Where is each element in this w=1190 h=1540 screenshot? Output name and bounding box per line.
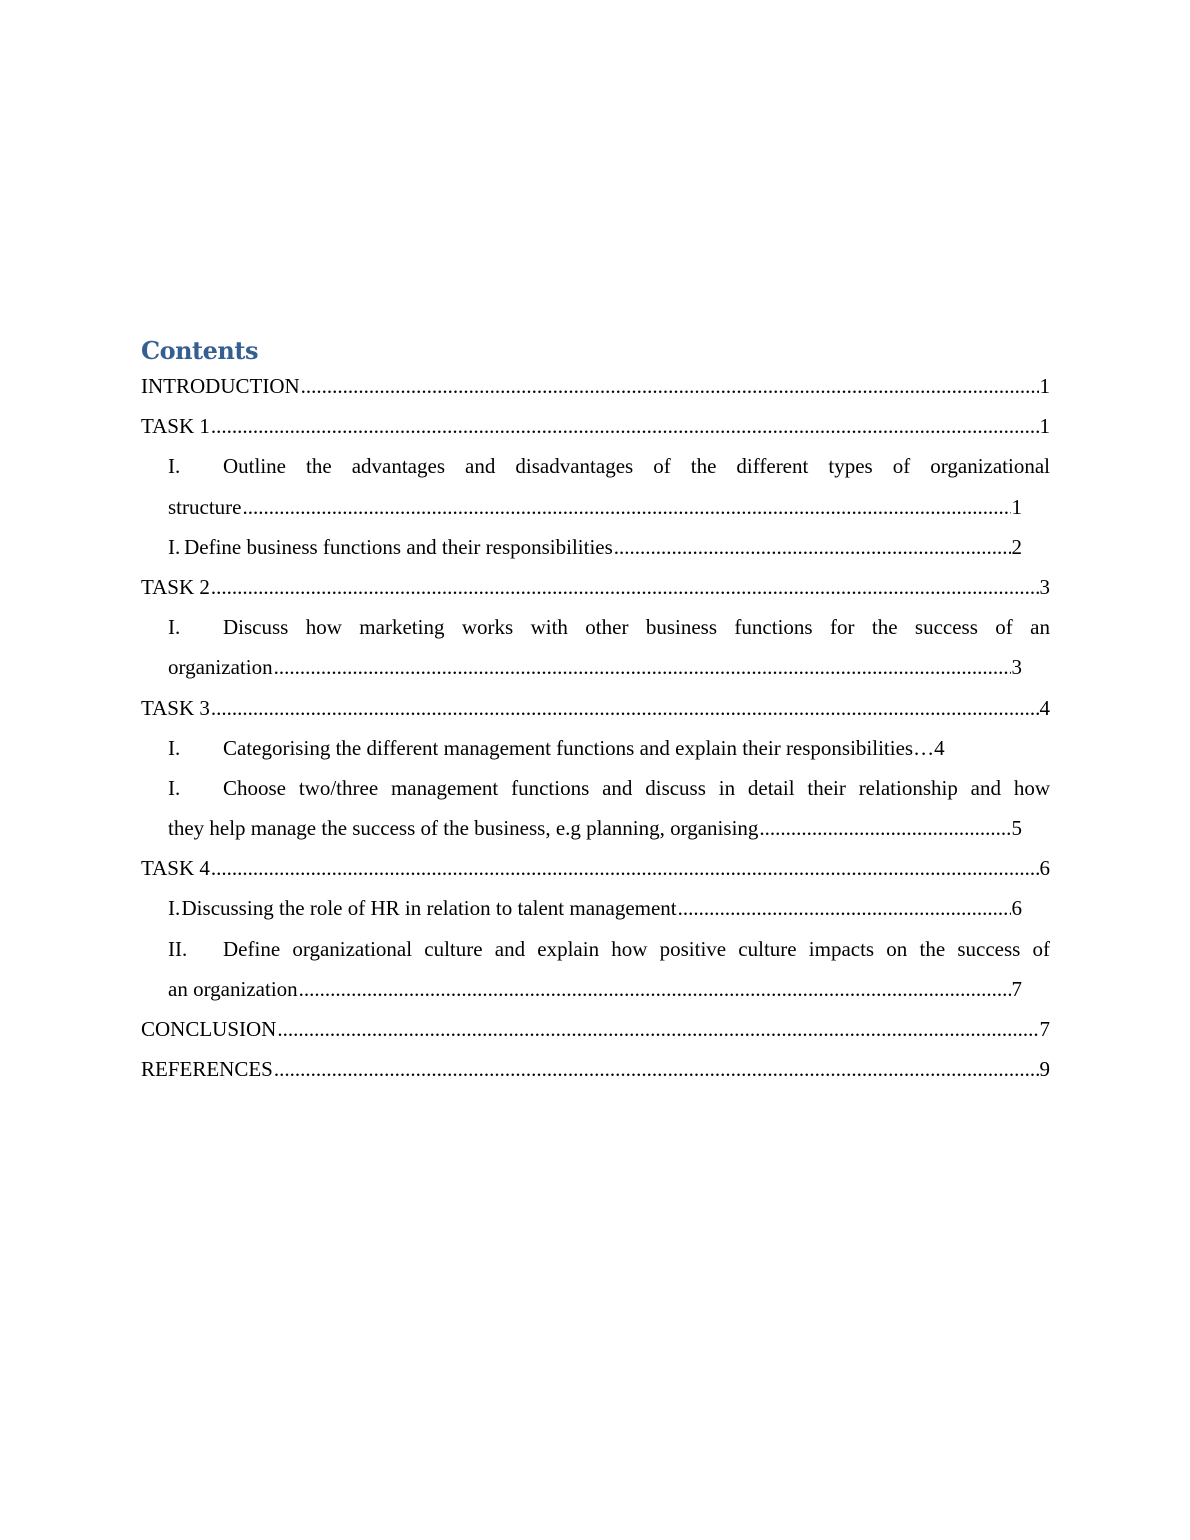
toc-subentry-hr-talent[interactable] bbox=[141, 888, 1022, 928]
toc-numeral: I. bbox=[168, 775, 181, 800]
toc-entry-text: Define organizational culture and explain how positive culture impacts on the success of bbox=[223, 936, 1050, 961]
toc-numeral: II. bbox=[168, 936, 188, 961]
toc-entry-task-1[interactable] bbox=[141, 406, 1050, 446]
toc-entry-conclusion[interactable] bbox=[141, 1009, 1050, 1049]
toc-entry-text: Discussing the role of HR in relation to talent management bbox=[181, 896, 677, 921]
toc-subentry-organizational-structure[interactable] bbox=[141, 446, 1050, 486]
toc-subentry-management-functions[interactable] bbox=[141, 728, 1022, 768]
toc-entry-text: Define business functions and their responsibilities bbox=[184, 534, 613, 559]
dot-leader bbox=[274, 647, 1011, 687]
toc-subentry-continuation[interactable] bbox=[141, 808, 1022, 848]
toc-subentry-continuation[interactable] bbox=[141, 969, 1022, 1009]
toc-entry-text: REFERENCES bbox=[141, 1057, 273, 1082]
toc-page-number: 6 bbox=[1011, 896, 1022, 921]
toc-entry-text: TASK 4 bbox=[141, 856, 210, 881]
toc-subentry-continuation[interactable] bbox=[141, 487, 1022, 527]
toc-page-number: 1 bbox=[1039, 374, 1050, 398]
toc-entry-task-4[interactable] bbox=[141, 848, 1050, 888]
toc-entry-text: an organization bbox=[168, 976, 298, 1001]
toc-entry-text: they help manage the success of the business, e.g planning, organising bbox=[168, 816, 759, 841]
toc-page-number: 7 bbox=[1039, 1017, 1050, 1041]
toc-entry-text: structure bbox=[168, 494, 242, 519]
toc-entry-text: Choose two/three management functions and discuss in detail their relationship and how bbox=[223, 775, 1050, 800]
toc-subentry-line-1 bbox=[168, 446, 1050, 486]
toc-entry-text: CONCLUSION bbox=[141, 1017, 277, 1041]
toc-subentry-line-1 bbox=[168, 607, 1050, 647]
toc-subentry-line-1 bbox=[168, 768, 1050, 808]
toc-subentry-line-1 bbox=[168, 929, 1050, 969]
toc-page-number: 4 bbox=[934, 735, 945, 760]
toc-entry-text: TASK 3 bbox=[141, 695, 210, 720]
toc-entry-task-3[interactable] bbox=[141, 688, 1050, 728]
toc-entry-introduction[interactable] bbox=[141, 366, 1050, 406]
dot-leader bbox=[301, 366, 1039, 406]
dot-leader bbox=[614, 527, 1011, 567]
toc-entry-text: organization bbox=[168, 655, 273, 680]
dot-leader bbox=[211, 848, 1039, 888]
dot-leader bbox=[211, 688, 1039, 728]
dot-leader bbox=[211, 406, 1039, 446]
toc-subentry-business-functions[interactable] bbox=[141, 527, 1022, 567]
toc-page-number: 9 bbox=[1039, 1057, 1050, 1082]
table-of-contents bbox=[141, 334, 1050, 1089]
toc-page-number: 3 bbox=[1039, 574, 1050, 599]
toc-page-number: 5 bbox=[1011, 816, 1022, 841]
toc-page-number: 3 bbox=[1011, 655, 1022, 680]
toc-page-number: 7 bbox=[1011, 976, 1022, 1001]
dot-leader bbox=[299, 969, 1011, 1009]
toc-page-number: 4 bbox=[1039, 695, 1050, 720]
toc-subentry-choose-functions[interactable] bbox=[141, 768, 1050, 808]
dot-leader bbox=[759, 808, 1010, 848]
toc-page-number: 1 bbox=[1011, 494, 1022, 519]
toc-numeral: I. bbox=[168, 735, 181, 760]
toc-heading: Contents bbox=[141, 336, 258, 365]
toc-page-number: 6 bbox=[1039, 856, 1050, 881]
toc-numeral: I. bbox=[168, 454, 181, 479]
dot-leader bbox=[211, 567, 1039, 607]
toc-subentry-organizational-culture[interactable] bbox=[141, 929, 1050, 969]
toc-page-number: 1 bbox=[1039, 414, 1050, 439]
toc-entry-references[interactable] bbox=[141, 1049, 1050, 1089]
toc-entry-text: Discuss how marketing works with other business functions for the success of an bbox=[223, 615, 1050, 640]
toc-entry-text: INTRODUCTION bbox=[141, 374, 300, 398]
toc-numeral: I. bbox=[168, 896, 181, 921]
toc-numeral: I. bbox=[168, 534, 181, 559]
dot-leader bbox=[678, 888, 1011, 928]
toc-page-number: 2 bbox=[1011, 534, 1022, 559]
toc-entry-task-2[interactable] bbox=[141, 567, 1050, 607]
toc-entry-text: TASK 1 bbox=[141, 414, 210, 439]
toc-subentry-marketing[interactable] bbox=[141, 607, 1050, 647]
dot-leader bbox=[277, 1009, 1038, 1049]
toc-entry-text: TASK 2 bbox=[141, 574, 210, 599]
dot-leader bbox=[242, 487, 1010, 527]
dot-leader bbox=[274, 1049, 1039, 1089]
toc-numeral: I. bbox=[168, 615, 181, 640]
toc-entry-text: Outline the advantages and disadvantages of the different types of organizational bbox=[223, 454, 1050, 479]
toc-entry-text: Categorising the different management functions and explain their responsibilities… bbox=[223, 735, 935, 760]
toc-subentry-continuation[interactable] bbox=[141, 647, 1022, 687]
